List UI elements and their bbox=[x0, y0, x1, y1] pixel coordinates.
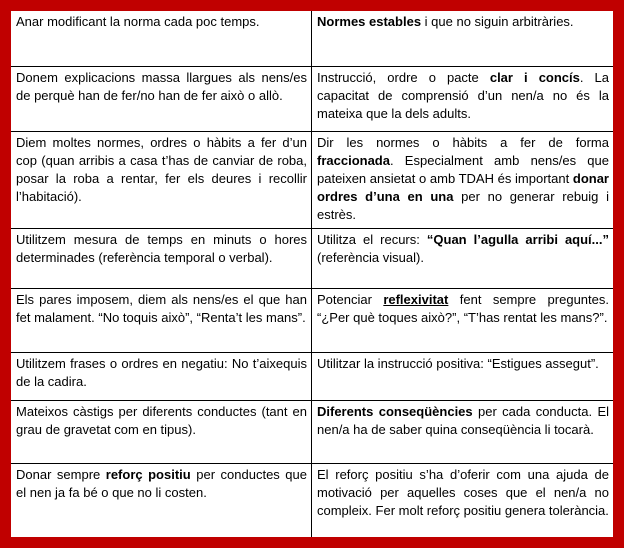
cell-r6-left: Utilitzem frases o ordres en negatiu: No t’aixequis de la cadira. bbox=[11, 353, 311, 400]
cell-r7-right: Diferents conseqüències per cada conducta. El nen/a ha de saber quina conseqüència li tocarà. bbox=[312, 401, 613, 463]
cell-r6-right: Utilitzar la instrucció positiva: “Estigues assegut”. bbox=[312, 353, 613, 400]
cell-r2-right: Instrucció, ordre o pacte clar i concís. La capacitat de comprensió d’un nen/a no és la mateixa que la dels adults. bbox=[312, 67, 613, 131]
cell-r3-right: Dir les normes o hàbits a fer de forma fraccionada. Especialment amb nens/es que pateixen ansietat o amb TDAH és important donar ordres d’una en una per no generar rebuig i estrès. bbox=[312, 132, 613, 228]
cell-r2-left: Donem explicacions massa llargues als nens/es de perquè han de fer/no han de fer això o allò. bbox=[11, 67, 311, 131]
cell-r4-left: Utilitzem mesura de temps en minuts o hores determinades (referència temporal o verbal). bbox=[11, 229, 311, 288]
cell-r8-left: Donar sempre reforç positiu per conductes que el nen ja fa bé o que no li costen. bbox=[11, 464, 311, 537]
cell-r5-left: Els pares imposem, diem als nens/es el que han fet malament. “No toquis això”, “Renta’t les mans”. bbox=[11, 289, 311, 352]
cell-r4-right: Utilitza el recurs: “Quan l’agulla arribi aquí...” (referència visual). bbox=[312, 229, 613, 288]
table-grid bbox=[11, 11, 613, 537]
cell-r3-left: Diem moltes normes, ordres o hàbits a fer d’un cop (quan arribis a casa t’has de canviar de roba, posar la roba a rentar, fer els deures i recollir l’habitació). bbox=[11, 132, 311, 228]
cell-r8-right: El reforç positiu s’ha d’oferir com una ajuda de motivació per aquelles coses que el nen/a no compleix. Fer molt reforç positiu genera tolerància. bbox=[312, 464, 613, 537]
cell-r7-left: Mateixos càstigs per diferents conductes (tant en grau de gravetat com en tipus). bbox=[11, 401, 311, 463]
cell-r1-left: Anar modificant la norma cada poc temps. bbox=[11, 11, 311, 66]
cell-r5-right: Potenciar reflexivitat fent sempre preguntes. “¿Per què toques això?”, “T’has rentat les mans?”. bbox=[312, 289, 613, 352]
cell-r1-right: Normes estables i que no siguin arbitràries. bbox=[312, 11, 613, 66]
